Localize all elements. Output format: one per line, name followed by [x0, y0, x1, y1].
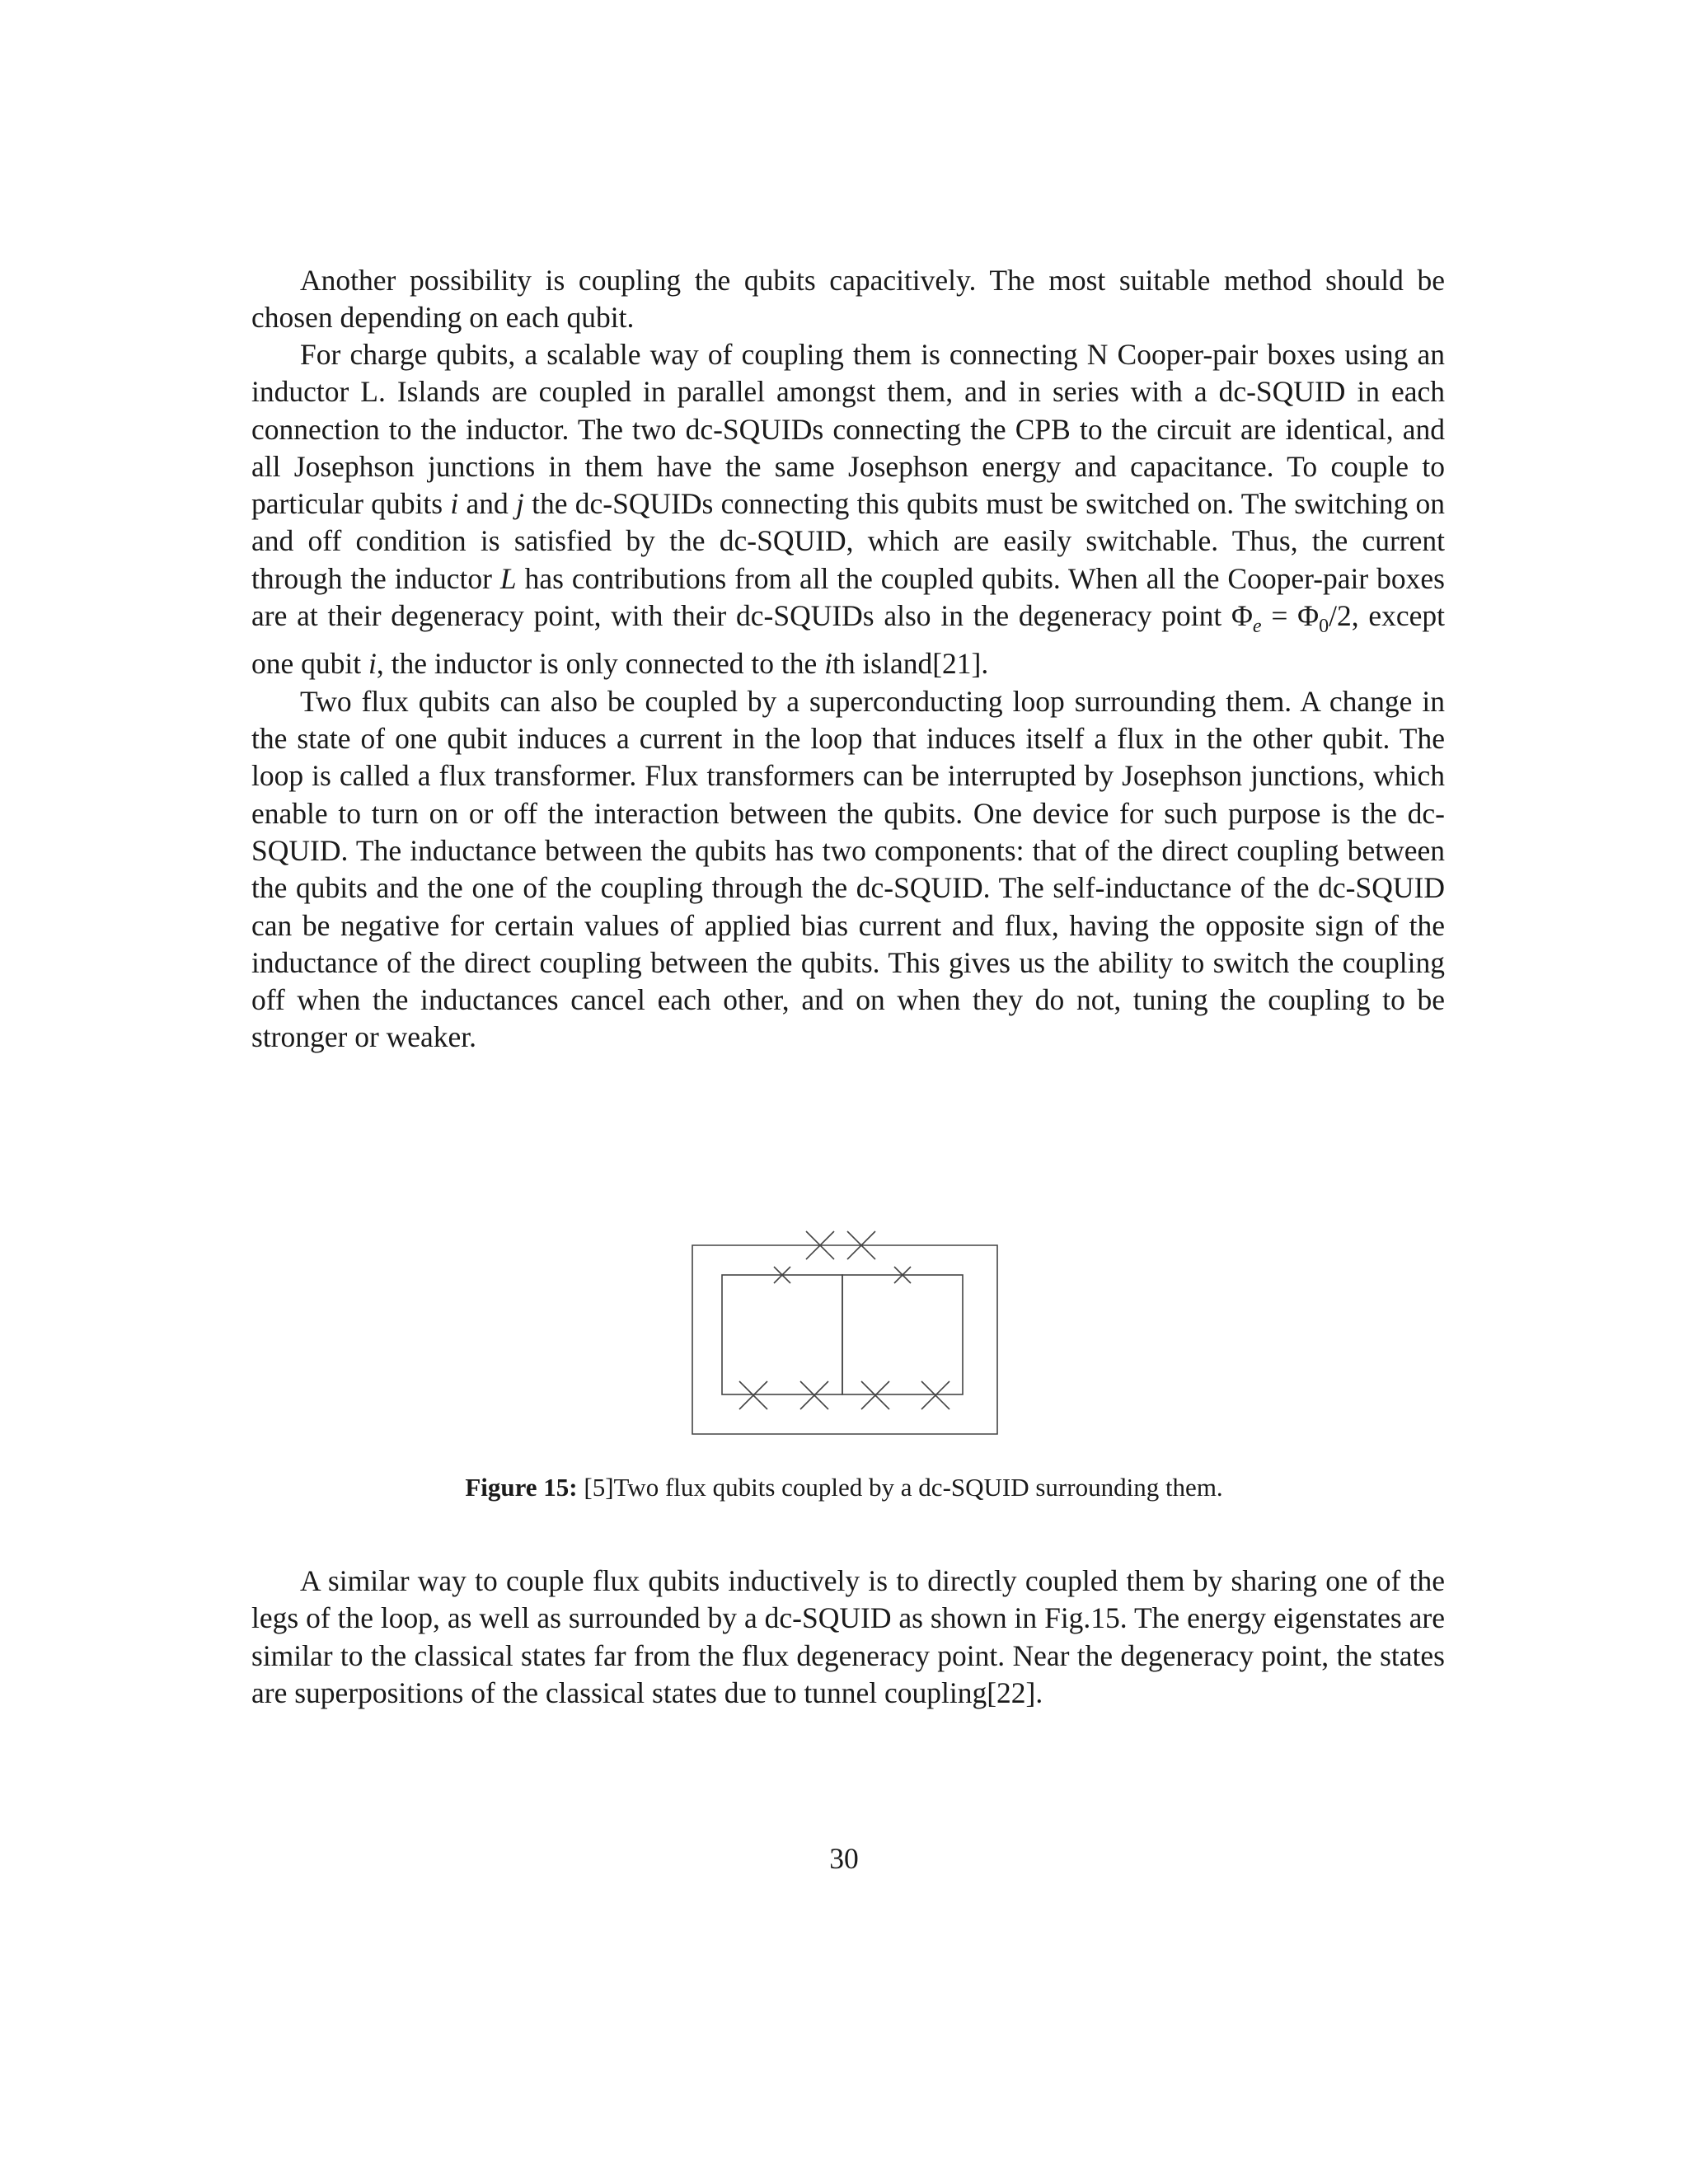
- math-i: i: [368, 647, 377, 681]
- math-i: i: [450, 487, 459, 521]
- caption-text: [5]Two flux qubits coupled by a dc-SQUID surrounding them.: [577, 1473, 1223, 1502]
- paragraph-charge-qubits: [251, 336, 1445, 683]
- math-phi-e: $\Phi_e = \Phi_0/2$: [1231, 599, 1352, 638]
- josephson-junction-bottom-1: [739, 1381, 767, 1409]
- caption-label: Figure 15:: [465, 1473, 578, 1502]
- paragraph-capacitive: [251, 262, 1445, 337]
- paragraph-text: Another possibility is coupling the qubits capacitively. The most suitable method should be chosen depending on each qubit.: [251, 264, 1445, 335]
- text-run: For charge qubits, a scalable way of coupling them is connecting N Cooper-pair boxes using an inductor L. Islands are coupled in parallel amongst them, and in series with a dc-SQUID in each connection to the inductor. The two dc-SQUIDs connecting the CPB to the circuit are identical, and all Josephson junctions in them have the same Josephson energy and capacitance. To couple to particular qubits: [251, 338, 1445, 521]
- text-run: th island[21].: [832, 647, 989, 681]
- text-run: , except one qubit: [251, 599, 1445, 681]
- text-run: the dc-SQUIDs connecting this qubits must be switched on. The switching on and off condition is satisfied by the dc-SQUID, which are easily switchable. Thus, the current through the inductor: [251, 487, 1446, 595]
- paragraph-text: A similar way to couple flux qubits inductively is to directly coupled them by sharing one of the legs of the loop, as well as surrounded by a dc-SQUID as shown in Fig.15. The energy eigenstates are similar to the classical states far from the flux degeneracy point. Near the degeneracy point, the states are superpositions of the classical states due to tunnel coupling[22].: [251, 1564, 1445, 1709]
- math-L: L: [499, 561, 517, 595]
- math-i: i: [824, 647, 832, 681]
- paragraph-group-coupling: [251, 336, 1445, 1057]
- text-run: and: [458, 487, 516, 521]
- text-run: has contributions from all the coupled qubits. When all the Cooper-pair boxes are at their degeneracy point, with their dc-SQUIDs also in the degeneracy point: [251, 561, 1445, 633]
- paragraph-inductive-coupling: [251, 1563, 1445, 1712]
- text-run: , the inductor is only connected to the: [376, 647, 825, 681]
- outer-loop: [692, 1245, 997, 1434]
- page-number: 30: [829, 1842, 859, 1875]
- figure-caption: [0, 1471, 1688, 1504]
- paragraph-flux-transformer: Two flux qubits can also be coupled by a superconducting loop surrounding them. A change in the state of one qubit induces a current in the loop that induces itself a flux in the other qubit. The loop is called a flux transformer. Flux transformers can be interrupted by Josephson junctions, which enable to turn on or off the interaction between the qubits. One device for such purpose is the dc-SQUID. The inductance between the qubits has two components: that of the direct coupling between the qubits and the one of the coupling through the dc-SQUID. The self-inductance of the dc-SQUID can be negative for certain values of applied bias current and flux, having the opposite sign of the inductance of the direct coupling between the qubits. This gives us the ability to switch the coupling off when the inductances cancel each other, and on when they do not, tuning the coupling to be stronger or weaker.: [251, 684, 1445, 1054]
- math-j: j: [515, 487, 524, 521]
- circuit-diagram: [688, 1228, 1001, 1442]
- josephson-junction-bottom-3: [861, 1381, 889, 1409]
- qubit-loop-left: [722, 1275, 842, 1394]
- josephson-junction-bottom-4: [921, 1381, 950, 1409]
- josephson-junction-bottom-2: [800, 1381, 828, 1409]
- figure-15-circuit: [688, 1228, 1001, 1446]
- qubit-loop-right: [842, 1275, 963, 1394]
